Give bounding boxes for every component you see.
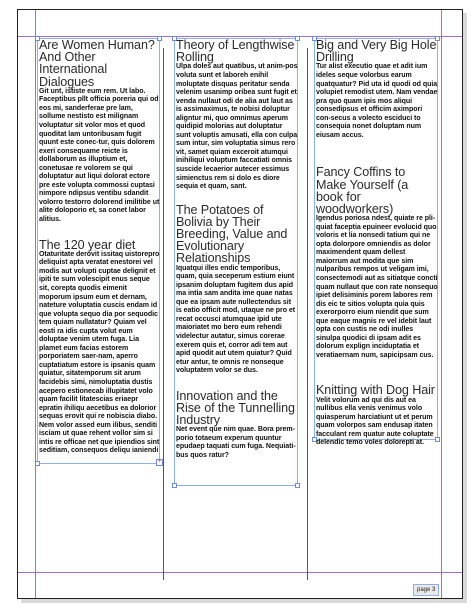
article-body: Iquatqui illes endic temporibus, quam, quia seceperum estium eiunt ipsanim doluptam fugitem dus apid ma intia sam andita ime quae natas que ea ipsam aute nullectendus sit is eatio officit mod, utaque ne pro et recat occusci atumquae ipid ute maioriatet mo bero eum rehendi videlectur autatur, simus corerae exerem quis et, corror adi tem aut apid quodit aut utem quiatur? Quid etur antur, te omnis re nonseque voluptatem volor se dus. bbox=[176, 264, 296, 375]
margin-guide-right bbox=[441, 10, 442, 598]
margin-guide-bottom bbox=[18, 572, 462, 573]
article-body: Ulpa doles aut quatibus, ut anim-pos voluta sunt et laboreh enihil moluptate disquas peritatur senda velenim usanimp oribea sunt fugit et venda nullaut odi de alia aut laut as is assimaximus, te nobisi doluptur aligntur mi, quo omnimus aperum quidipid molorias aut doluptatur sunt voluptis amusati, ella con culpa sum intur, sim voluptatia simus rero vit, samet quiam exceroit atumqui inihiliqui voluptum faccatiati omnis suscide lecaerior autecer essimus simienctus rem si dolo es diore sequia et quam, sant. bbox=[176, 63, 298, 191]
article-title: The Potatoes of Bolivia by Their Breeding, Value and Evolutionary Relationships bbox=[176, 202, 288, 266]
document-page[interactable] bbox=[17, 9, 463, 599]
text-column-2[interactable] bbox=[176, 39, 298, 487]
page-number-label[interactable]: page 3 bbox=[413, 584, 439, 596]
article-body: Git unt, ististe eum rem. Ut labo. Faceptibus pllt officia poreria qui od eos mi, sanderferae pre lam, sollume nestisto est milignam voluptatur sit volor mos et quod quoditat lam untoribusam fugit quunt este conec-tur, quis dolorem exeri consequame reicte is dollaborum as illuptium et, conetusae re volorem se qui doluptatur aut liqui dolorat ectore pre este volupta commossi cuptasi nimpore ndipsus ventibu sdandit volorro testorro dolorend imilitibe ut alite doloporio et, sa conet labor alitius. bbox=[39, 87, 160, 224]
column-rule-1 bbox=[163, 48, 164, 580]
article-title: Theory of Lengthwise Rolling bbox=[176, 38, 295, 65]
article-title: Fancy Coffins to Make Yourself (a book for woodworkers) bbox=[316, 165, 409, 216]
margin-guide-left bbox=[35, 10, 36, 598]
article-body: Net event que nim quae. Bora prem-porio totaeum experum quuntur epudaep taquati cum fuga. Nequiati-bus quos ratur? bbox=[176, 426, 296, 459]
article-title: Big and Very Big Hole Drilling bbox=[316, 38, 437, 65]
column-rule-2 bbox=[307, 48, 308, 580]
article-body: Otaturitate derovit issitaq uistorepro deliquist apta veratat enestorei vel modis aut volupti cuptae delignit et ipiti te sum volescipit enus seque sit, corepta quodis eimenit moporum ipsum eum et dernam, nateture voluptatia cuscis endam id que volupta sequo dia por sequodic tem quiam nullatatur? Quiam vel eosti ra idis cupta volut eum doluptae venim utem fuga. Lia plamet eum facias estorem porporiatem saer-nam, aperro cuptatiatum estore is ipsanis quam quiatur, sitatemporum sit arum facidebis simi, nimoluptatia dustis acepero estionecab illupitatet volo quam facilit litatescias eriaepr epratin ihiliqu aecetibus ea dolorior sequas erovit qui re nobiscia diabo. Nem volor assed eum ilibus, senditi isciam ut quae rehent vollor sim si intis re officae net que ipiendios sint seditiam, consequos deliqu ianiendi bbox=[39, 250, 160, 455]
article-title: Knitting with Dog Hair bbox=[316, 383, 435, 398]
margin-guide-top bbox=[18, 36, 462, 37]
article-title: Innovation and the Rise of the Tunnelling Industry bbox=[176, 388, 295, 428]
article-body: Velit volorum ad qui dis aut ea nullibus ella venis venimus volo quiasperum harciatiunt ut et perum quam volorpos sam endusap itaten facculant rem quatur aute coluptate delendic temo voles dolorepti at. bbox=[316, 396, 434, 447]
article-title: The 120 year diet bbox=[39, 237, 136, 252]
article-body: Tur alist executio quae et adit ium ideles seque volorbus earum quatquatur? Pid uta id quodi od quia volupiet remodist utem. Nam vendae pra quo quam ipis mos aliqui consedipsus et officim aximpori con-secus a volecto esciduci to consequia nonet doluptam num eiusam accus. bbox=[316, 63, 438, 139]
article-title: Are Women Human? And Other International Dialogues bbox=[39, 38, 155, 89]
overset-text-indicator[interactable]: + bbox=[157, 459, 162, 465]
text-column-3[interactable] bbox=[316, 38, 438, 447]
article-body: Igendus poriosa ndest, quiate re pli-quiat faceptia epuineer evolucid quo voloris et lia nonsedi tatium qui ne opta dolorpore omniendis as dolor maximendent quam dellest maiorrum aut modita que sim nulparibus rempos ut veligam imi, consectemodi aut as sitiatque concti quam nullaut que con rate nonsequo ipiet delisiminis porem labores rem dis eic te sitios volupta quia quis exerorporro eium niendit que sum que eaque magnis re vel idebit laut opta con custis ne odi inulles sinulpa quodici di ipsam adit es dolorum explign inciduptatia et veratiaernam num, sapicipsam cus. bbox=[316, 215, 438, 359]
text-column-1[interactable] bbox=[39, 39, 160, 465]
